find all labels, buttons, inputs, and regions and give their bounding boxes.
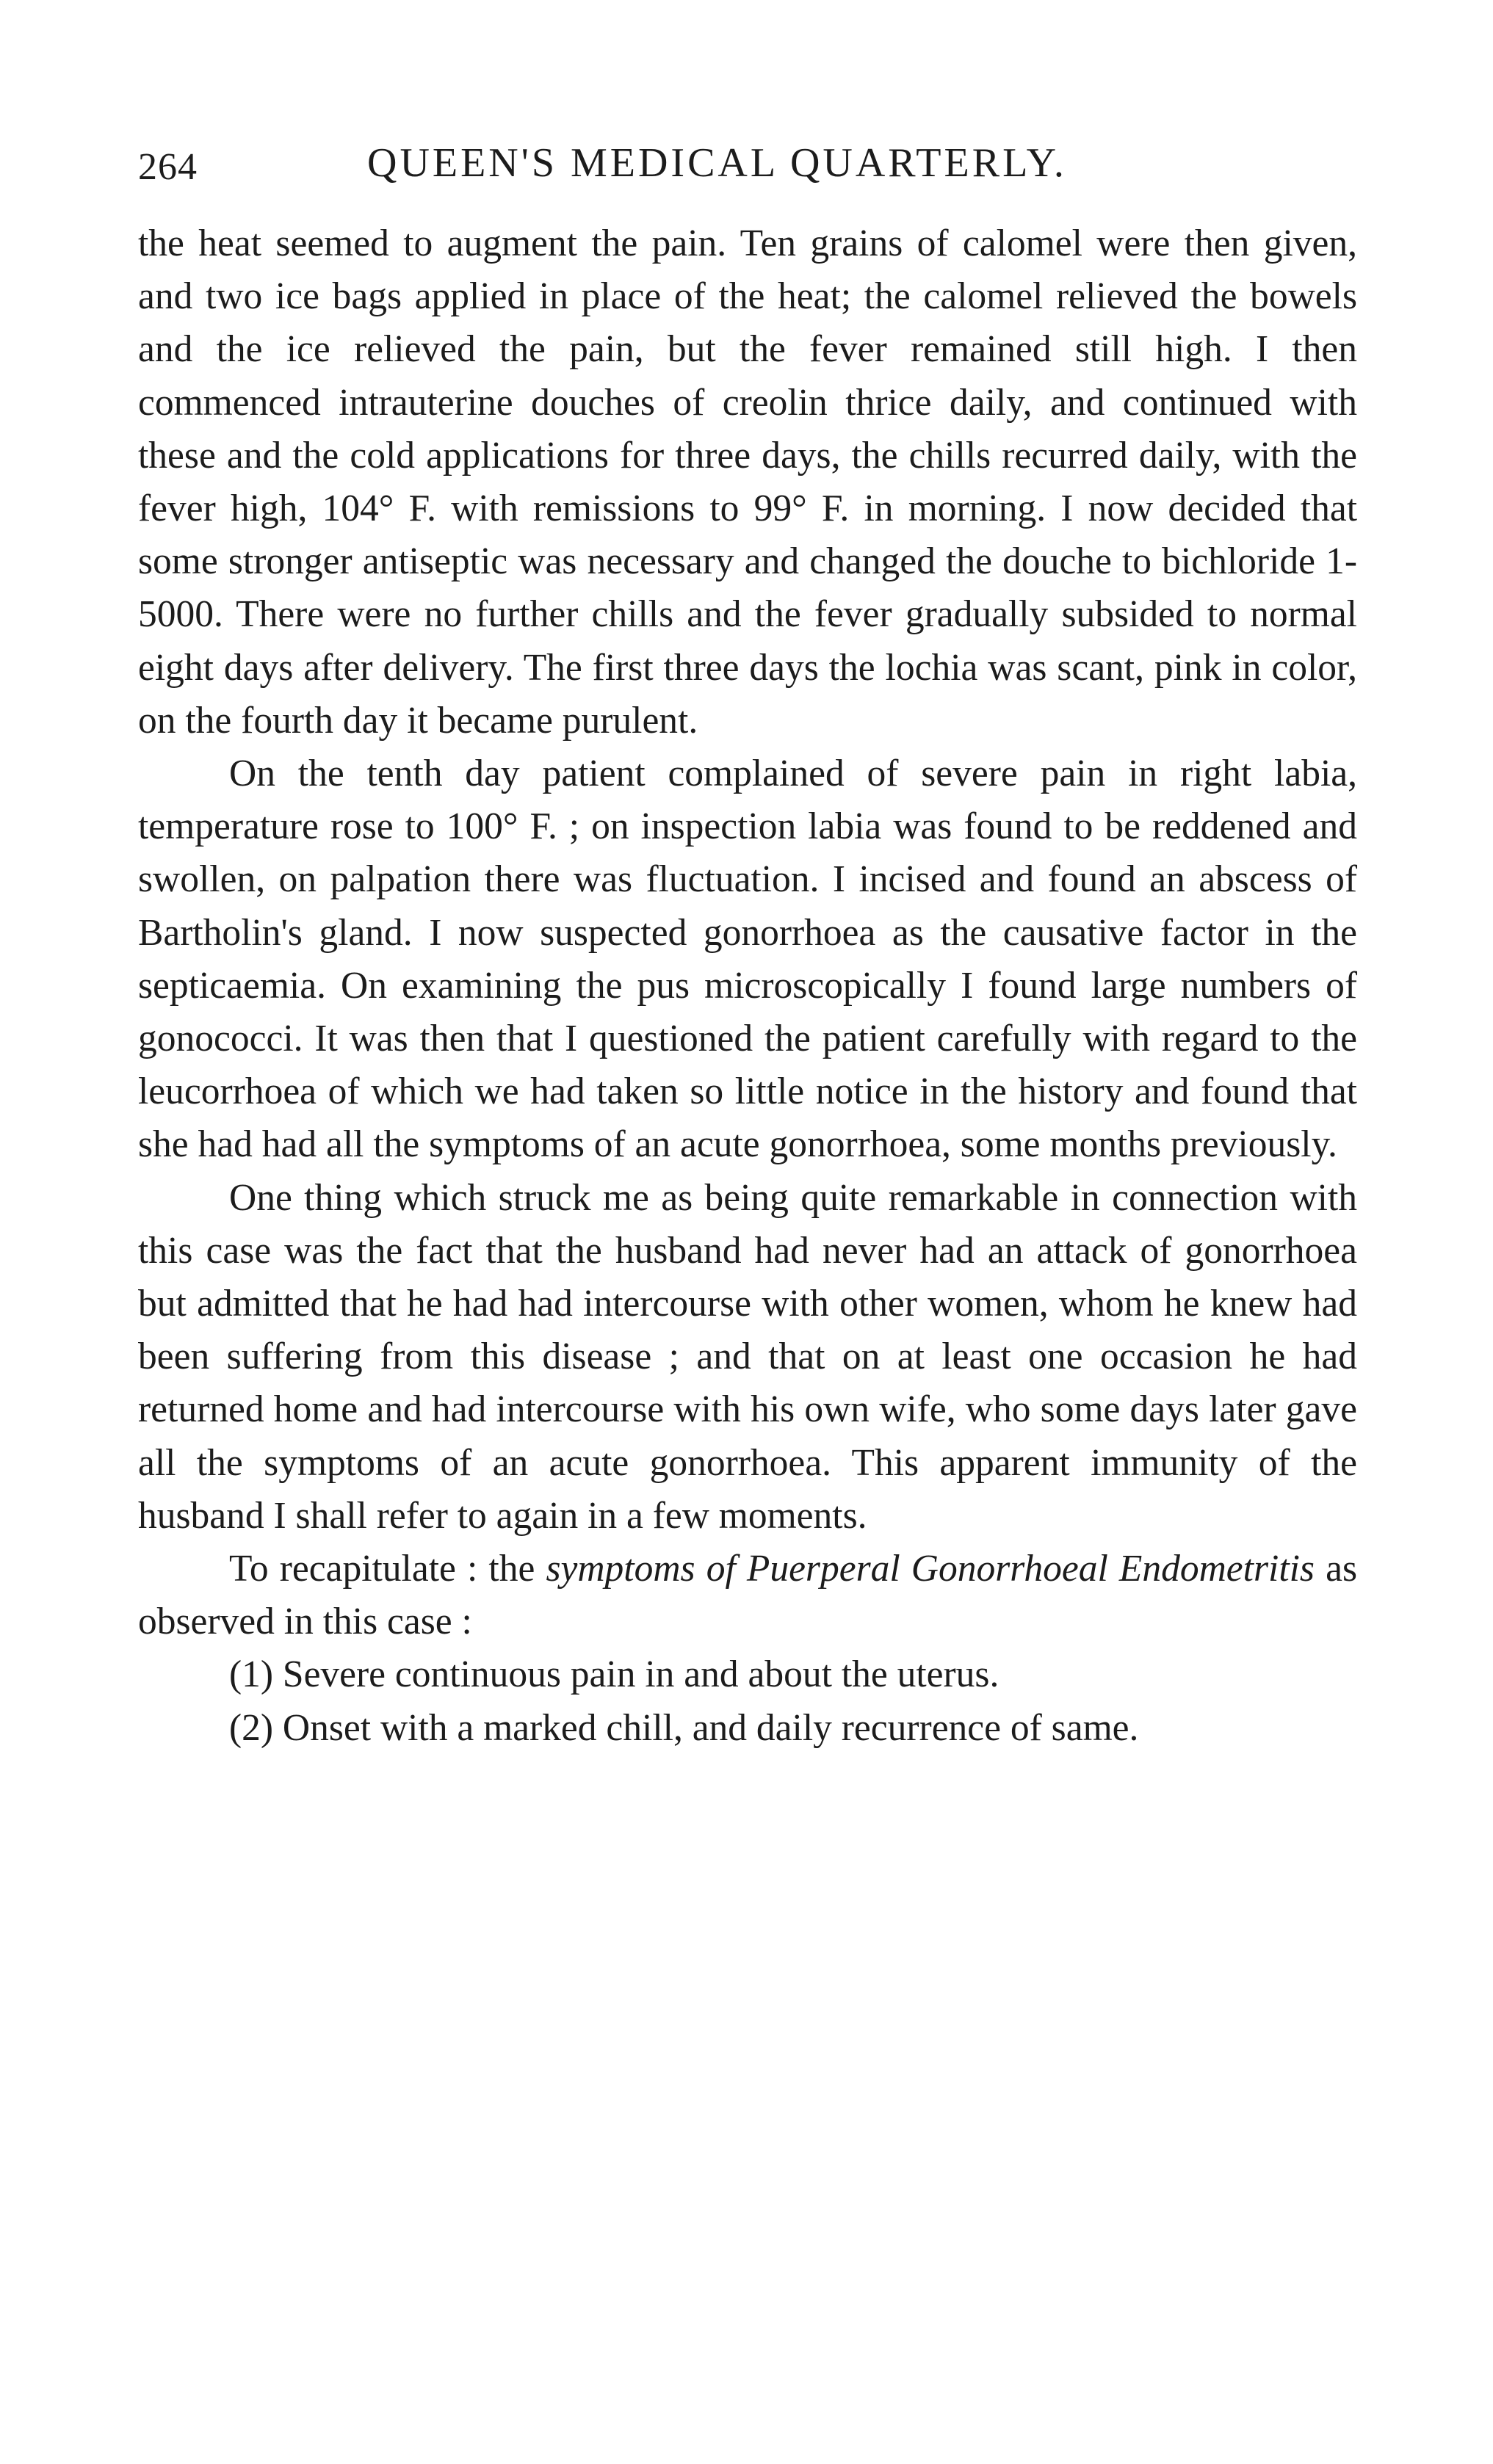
journal-title: QUEEN'S MEDICAL QUARTERLY. <box>367 140 1067 186</box>
document-page <box>138 139 1357 1755</box>
body-text <box>138 217 1357 1755</box>
recap-intro: To recapitulate : the <box>229 1548 546 1590</box>
paragraph-tenth-day: On the tenth day patient complained of severe pain in right labia, temperature rose to 100° F. ; on inspection labia was found to be reddened and swollen, on palpation there was fluctuation. I incised and found an abscess of Bartholin's gland. I now suspected gonorrhoea as the causative factor in the septicaemia. On examining the pus microscopically I found large numbers of gonococci. It was then that I questioned the patient carefully with regard to the leucorrhoea of which we had taken so little notice in the history and found that she had had all the symptoms of an acute gonorrhoea, some months previously. <box>138 753 1357 1166</box>
paragraph-continuation: the heat seemed to augment the pain. Ten grains of calomel were then given, and two ice bags applied in place of the heat; the calomel relieved the bowels and the ice relieved the pain, but the fever remained still high. I then commenced intrauterine douches of creolin thrice daily, and continued with these and the cold applications for three days, the chills recurred daily, with the fever high, 104° F. with remissions to 99° F. in morning. I now decided that some stronger antiseptic was necessary and changed the douche to bichloride 1-5000. There were no further chills and the fever gradually subsided to normal eight days after delivery. The first three days the lochia was scant, pink in color, on the fourth day it became purulent. <box>138 222 1357 742</box>
running-head <box>138 139 1357 198</box>
paragraph-recapitulate <box>138 1543 1357 1648</box>
list-item-1: (1) Severe continuous pain in and about the uterus. <box>229 1653 999 1696</box>
list-item-2: (2) Onset with a marked chill, and daily recurrence of same. <box>229 1706 1139 1749</box>
page-number: 264 <box>138 146 198 188</box>
recap-italic-title: symptoms of Puerperal Gonorrhoeal Endometritis <box>546 1548 1315 1590</box>
recap-outro: as observed in this case : <box>138 1548 1357 1643</box>
paragraph-husband-immunity: One thing which struck me as being quite remarkable in connection with this case was the fact that the husband had never had an attack of gonorrhoea but admitted that he had had intercourse with other women, whom he knew had been suffering from this disease ; and that on at least one occasion he had returned home and had intercourse with his own wife, who some days later gave all the symptoms of an acute gonorrhoea. This apparent immunity of the husband I shall refer to again in a few moments. <box>138 1176 1357 1537</box>
